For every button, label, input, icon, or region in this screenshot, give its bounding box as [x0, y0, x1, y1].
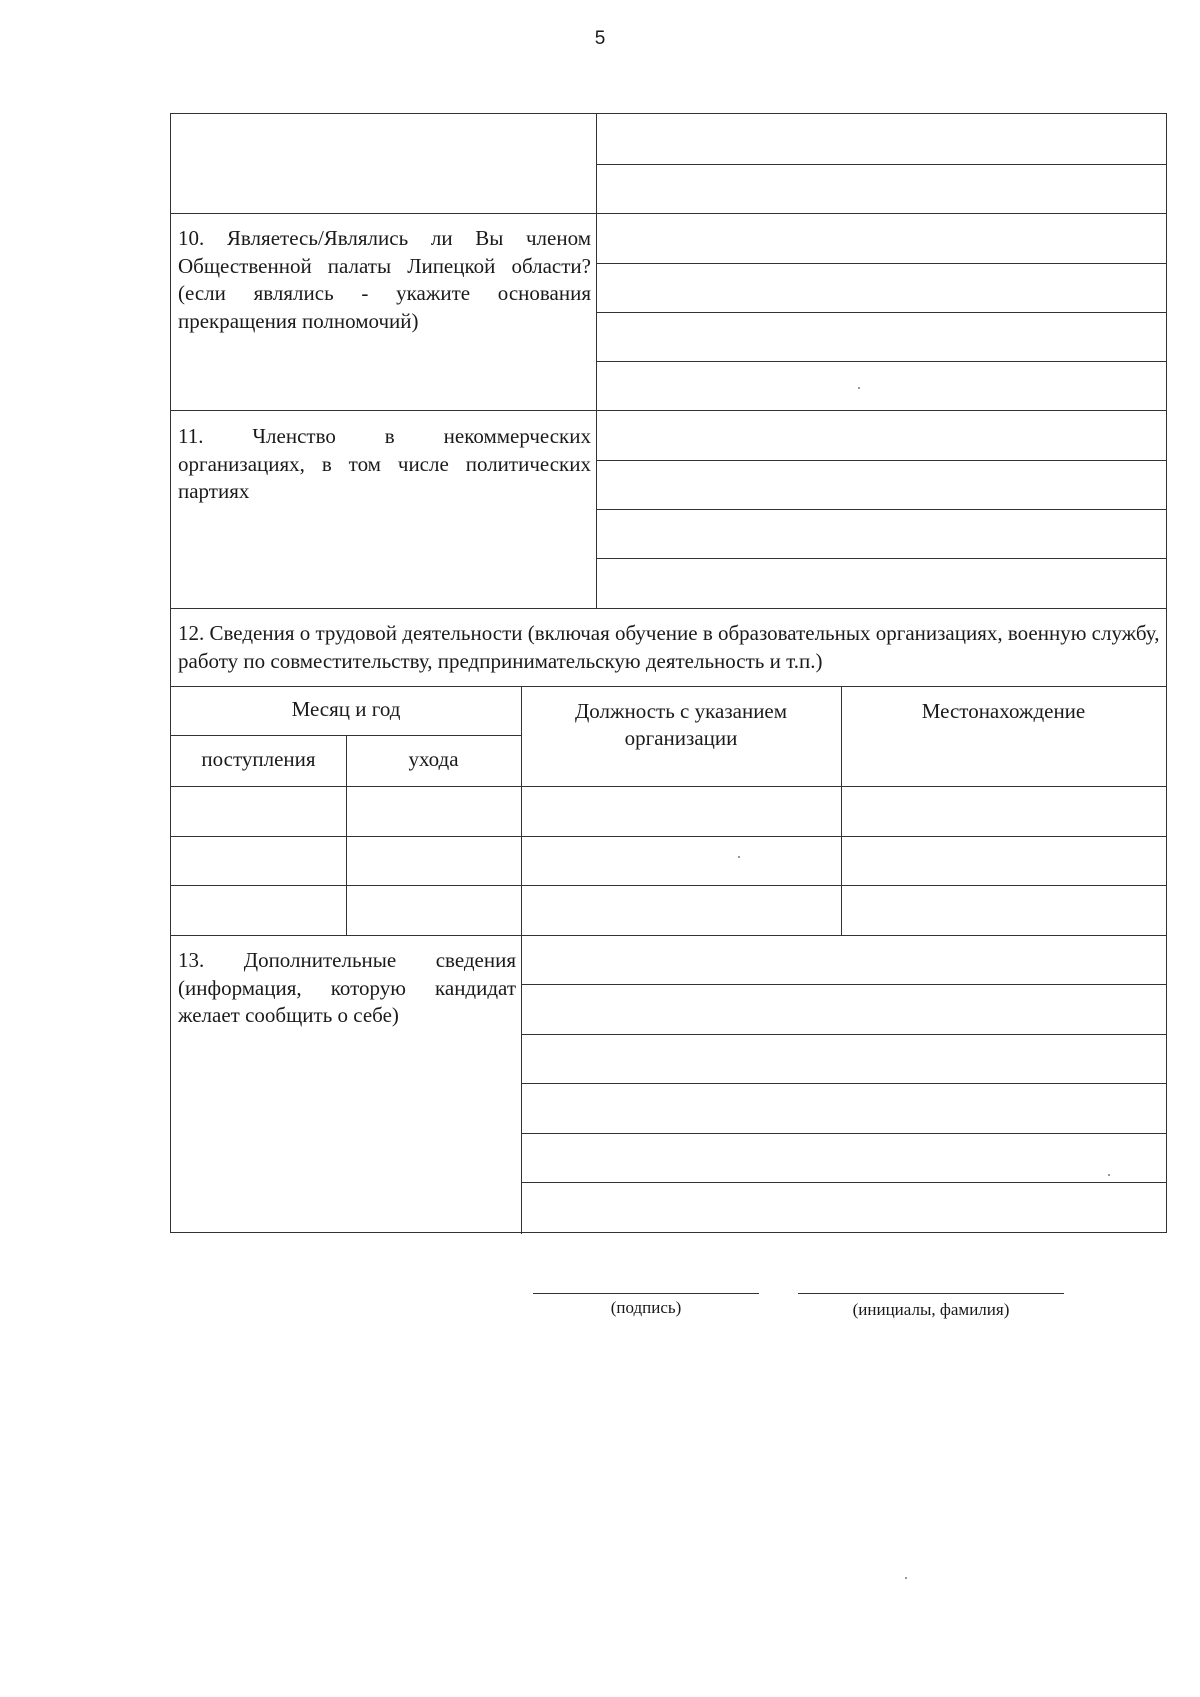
location-header: Местонахождение [921, 699, 1086, 723]
row-divider [171, 686, 1166, 687]
answer-line [521, 984, 1166, 985]
row-divider [171, 213, 1166, 214]
table-row-divider [171, 836, 1166, 837]
answer-line [521, 1133, 1166, 1134]
table-row-divider [171, 885, 1166, 886]
answer-line [596, 460, 1166, 461]
scan-speck [905, 1577, 907, 1579]
section-11-label: 11. Членство в некоммерческих организациях, в том числе политических партиях [178, 424, 591, 503]
column-divider [521, 686, 522, 1234]
row-divider [171, 935, 1166, 936]
section-10-label: 10. Являетесь/Являлись ли Вы членом Общественной палаты Липецкой области? (если являлись - укажите основания прекращения полномочий) [178, 226, 591, 333]
section-13-label: 13. Дополнительные сведения (информация, которую кандидат желает сообщить о себе) [178, 948, 516, 1027]
answer-line [521, 1182, 1166, 1183]
end-date-header: ухода [408, 747, 459, 771]
position-header: Должность с указанием организации [574, 699, 788, 750]
scan-speck [738, 856, 740, 858]
header-divider [171, 735, 521, 736]
row-divider [171, 410, 1166, 411]
scan-speck [1108, 1174, 1110, 1176]
answer-line [596, 263, 1166, 264]
start-date-header: поступления [201, 747, 316, 771]
answer-line [596, 558, 1166, 559]
scan-speck [858, 387, 860, 389]
answer-line [596, 509, 1166, 510]
answer-line [521, 1083, 1166, 1084]
month-year-header: Месяц и год [291, 697, 401, 721]
signature-caption: (подпись) [610, 1298, 682, 1317]
answer-line [596, 164, 1166, 165]
answer-line [521, 1034, 1166, 1035]
answer-line [596, 312, 1166, 313]
name-caption: (инициалы, фамилия) [852, 1300, 1010, 1319]
row-divider [171, 608, 1166, 609]
header-bottom [171, 786, 1166, 787]
form-table [170, 113, 1167, 1233]
section-12-label: 12. Сведения о трудовой деятельности (включая обучение в образовательных организациях, военную службу, работу по совместительству, предпринимательскую деятельность и т.п.) [178, 621, 1160, 673]
page-number: 5 [594, 28, 606, 49]
answer-line [596, 361, 1166, 362]
name-line [798, 1293, 1064, 1294]
signature-line [533, 1293, 759, 1294]
